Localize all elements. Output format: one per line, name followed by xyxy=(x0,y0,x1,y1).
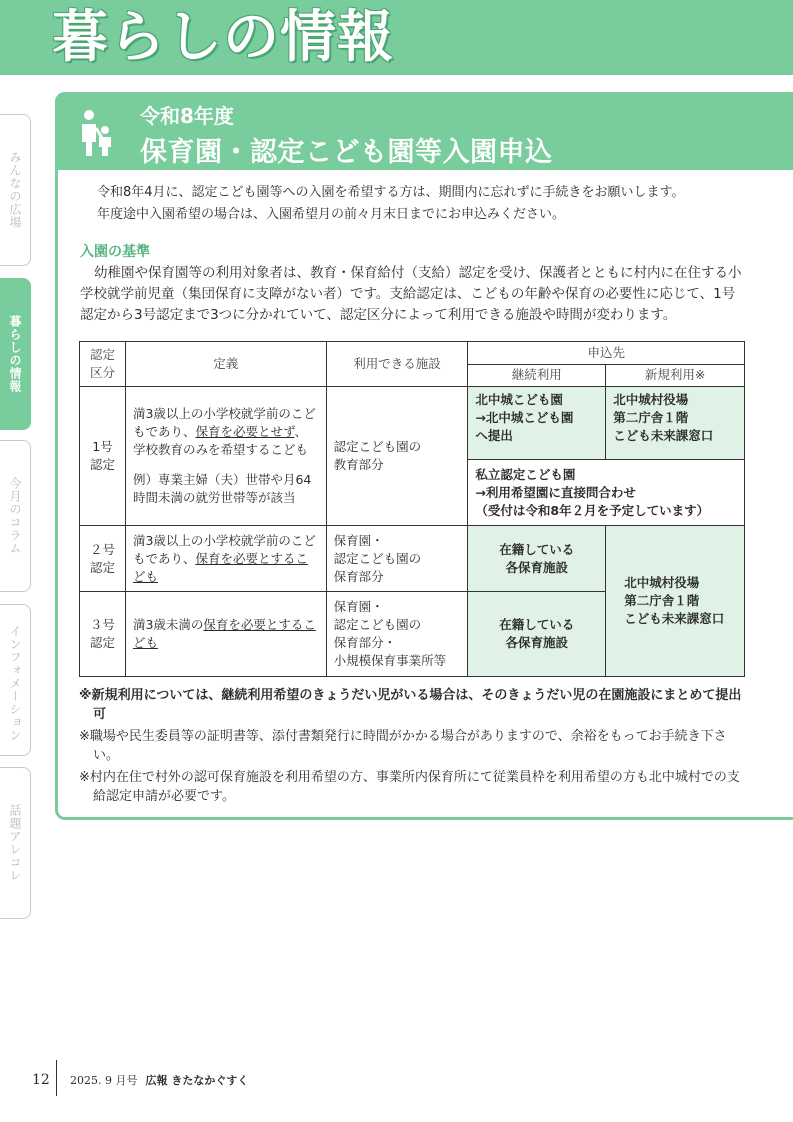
side-tab-minna[interactable] xyxy=(0,114,31,266)
nintei-table xyxy=(79,341,745,677)
page-number: 12 xyxy=(32,1072,50,1088)
parent-child-icon xyxy=(78,108,114,158)
header-keizoku: 継続利用 xyxy=(468,364,606,387)
footer-issue xyxy=(70,1072,248,1088)
footer-divider xyxy=(56,1060,57,1096)
header-kubun: 認定 区分 xyxy=(80,342,126,387)
intro-line: 令和8年4月に、認定こども園等への入園を希望する方は、期間内に忘れずに手続きをお願いします。 xyxy=(97,185,685,200)
row1-teigi-text: 満3歳以上の小学校就学前のこどもであり、 xyxy=(132,406,316,439)
note-item: ※職場や民生委員等の証明書等、添付書類発行に時間がかかる場合がありますので、余裕をもってお手続き下さい。 xyxy=(79,729,727,763)
intro-line: 年度途中入園希望の場合は、入園希望月の前々月末日までにお申込みください。 xyxy=(97,207,566,222)
side-tab-label: 暮らしの情報 xyxy=(8,315,22,393)
row2-keizoku: 在籍している 各保育施設 xyxy=(468,526,606,592)
row1-shisetsu: 認定こども園の 教育部分 xyxy=(326,387,468,526)
row1-kubun: 1号 認定 xyxy=(80,387,126,526)
section-title: 入園の基準 xyxy=(80,244,150,260)
intro-text xyxy=(97,182,757,226)
side-tab-information[interactable] xyxy=(0,604,31,756)
row1-keizoku: 北中城こども園 →北中城こども園 へ提出 xyxy=(468,387,606,460)
row2-teigi-underline: 保育を必要とするこども xyxy=(132,550,308,584)
row1-shinki: 北中城村役場 第二庁舎１階 こども未来課窓口 xyxy=(606,387,745,460)
row1-teigi-underline: 保育を必要とせず xyxy=(195,424,295,439)
side-tab-label: 話題アレコレ xyxy=(8,804,22,882)
side-tab-label: みんなの広場 xyxy=(8,151,22,229)
note-item: ※新規利用については、継続利用希望のきょうだい児がいる場合は、そのきょうだい児の在園施設にまとめて提出可 xyxy=(79,688,742,722)
brand-label: 広報 きたなかぐすく xyxy=(145,1074,249,1087)
side-tab-label: インフォメーション xyxy=(8,625,22,742)
row2-teigi xyxy=(125,526,326,592)
header-moushikomi: 申込先 xyxy=(468,342,745,365)
row1-example: 例）専業主婦（夫）世帯や月64時間未満の就労世帯等が該当 xyxy=(132,472,312,505)
section-header-title: 暮らしの情報 xyxy=(52,5,394,70)
row2-3-shinki: 北中城村役場 第二庁舎１階 こども未来課窓口 xyxy=(606,526,745,677)
row3-kubun: ３号 認定 xyxy=(80,592,126,677)
row3-keizoku: 在籍している 各保育施設 xyxy=(468,592,606,677)
notes xyxy=(79,686,747,809)
row2-teigi-text: 満3歳以上の小学校就学前のこどもであり、 xyxy=(132,532,316,566)
row1-teigi xyxy=(125,387,326,526)
row3-teigi-underline: 保育を必要とするこども xyxy=(132,617,316,650)
article-subtitle: 令和8年度 xyxy=(140,104,234,128)
issue-label: 2025. 9 月号 xyxy=(70,1074,138,1087)
header-shisetsu: 利用できる施設 xyxy=(326,342,468,387)
side-tab-kurashi[interactable] xyxy=(0,278,31,430)
row3-teigi xyxy=(125,592,326,677)
header-teigi: 定義 xyxy=(125,342,326,387)
row1-private: 私立認定こども園 →利用希望園に直接問合わせ （受付は令和8年２月を予定しています） xyxy=(468,460,745,526)
side-tab-wadai[interactable] xyxy=(0,767,31,919)
criteria-text: 幼稚園や保育園等の利用対象者は、教育・保育給付（支給）認定を受け、保護者とともに村内に在住する小学校就学前児童（集団保育に支障がない者）です。支給認定は、こどもの年齢や保育の必要性に応じて、1号認定から3号認定まで3つに分かれていて、認定区分によって利用できる施設や時間が変わります。 xyxy=(80,265,742,323)
side-tab-column[interactable] xyxy=(0,440,31,592)
article-title: 保育園・認定こども園等入園申込 xyxy=(140,137,553,168)
row2-kubun: ２号 認定 xyxy=(80,526,126,592)
note-item: ※村内在住で村外の認可保育施設を利用希望の方、事業所内保育所にて従業員枠を利用希望の方も北中城村での支給認定申請が必要です。 xyxy=(79,770,740,804)
footer xyxy=(0,1060,793,1100)
row3-shisetsu: 保育園・ 認定こども園の 保育部分・ 小規模保育事業所等 xyxy=(326,592,468,677)
row3-teigi-text: 満3歳未満の xyxy=(132,617,204,632)
side-tab-label: 今月のコラム xyxy=(8,477,22,555)
row2-shisetsu: 保育園・ 認定こども園の 保育部分 xyxy=(326,526,468,592)
header-shinki: 新規利用※ xyxy=(606,364,745,387)
row1-teigi-text2: 、学校教育のみを希望するこども xyxy=(132,424,308,457)
